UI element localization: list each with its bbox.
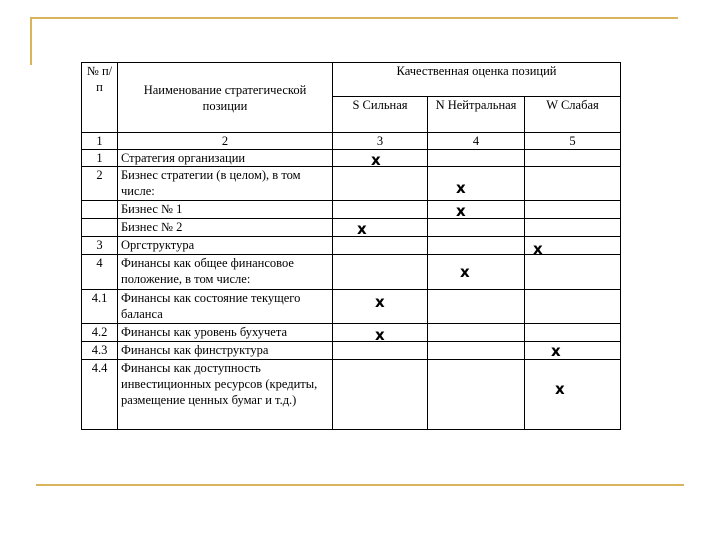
rating-cell-s: [333, 167, 428, 201]
row-number: 4: [82, 255, 118, 290]
table-row: [82, 237, 621, 255]
header-s: S Сильная: [333, 97, 428, 133]
rating-cell-n: [428, 237, 525, 255]
row-position-name: Финансы как состояние текущего баланса: [118, 290, 333, 324]
table-row: [82, 342, 621, 360]
rating-cell-s: [333, 342, 428, 360]
col-number: 4: [428, 133, 525, 150]
col-number: 5: [525, 133, 621, 150]
rating-cell-n: [428, 342, 525, 360]
row-number: 2: [82, 167, 118, 201]
table-row: [82, 219, 621, 237]
table-row: [82, 167, 621, 201]
header-n: N Нейтральная: [428, 97, 525, 133]
table-row: [82, 290, 621, 324]
col-number: 3: [333, 133, 428, 150]
rating-cell-n: [428, 150, 525, 167]
rating-cell-n: [428, 290, 525, 324]
rating-cell-n: [428, 360, 525, 430]
row-number: 3: [82, 237, 118, 255]
x-mark-icon: x: [555, 380, 565, 398]
rating-cell-w: [525, 342, 621, 360]
x-mark-icon: x: [456, 202, 466, 220]
rating-cell-s: [333, 219, 428, 237]
header-w: W Слабая: [525, 97, 621, 133]
header-num: № п/п: [82, 63, 118, 133]
rating-cell-s: [333, 324, 428, 342]
rating-cell-w: [525, 219, 621, 237]
row-position-name: Финансы как уровень бухучета: [118, 324, 333, 342]
rating-cell-w: [525, 167, 621, 201]
header-row-1: [82, 63, 621, 97]
table-row: [82, 360, 621, 430]
rating-cell-n: [428, 324, 525, 342]
row-number: 4.4: [82, 360, 118, 430]
x-mark-icon: x: [456, 179, 466, 197]
header-quality: Качественная оценка позиций: [333, 63, 621, 97]
rating-cell-n: [428, 255, 525, 290]
row-position-name: Финансы как общее финансовое положение, в том числе:: [118, 255, 333, 290]
table-row: [82, 201, 621, 219]
rating-cell-w: [525, 237, 621, 258]
row-number: 1: [82, 150, 118, 167]
table-row: [82, 255, 621, 290]
x-mark-icon: x: [357, 220, 367, 238]
x-mark-icon: x: [371, 151, 381, 169]
rating-cell-s: [333, 150, 428, 167]
row-number: [82, 219, 118, 237]
x-mark-icon: x: [375, 326, 385, 344]
x-mark-icon: x: [375, 293, 385, 311]
row-position-name: Стратегия организации: [118, 150, 333, 167]
rating-cell-s: [333, 290, 428, 324]
row-number: 4.1: [82, 290, 118, 324]
row-position-name: Оргструктура: [118, 237, 333, 255]
row-position-name: Финансы как доступность инвестиционных ресурсов (кредиты, размещение ценных бумаг и т.д.): [118, 360, 333, 430]
rating-cell-n: [428, 219, 525, 237]
rating-cell-s: [333, 237, 428, 255]
table-row: [82, 150, 621, 167]
x-mark-icon: x: [551, 342, 561, 360]
rating-cell-n: [428, 167, 525, 201]
frame-line-top: [30, 17, 678, 19]
frame-line-bottom: [36, 484, 684, 486]
rating-cell-w: [525, 201, 621, 219]
row-number: 4.3: [82, 342, 118, 360]
col-number: 2: [118, 133, 333, 150]
rating-cell-w: [525, 324, 621, 342]
row-number: [82, 201, 118, 219]
frame-line-left: [30, 17, 32, 65]
rating-cell-w: [525, 150, 621, 167]
row-position-name: Бизнес № 2: [118, 219, 333, 237]
row-position-name: Финансы как финструктура: [118, 342, 333, 360]
column-numbers-row: [82, 133, 621, 150]
table-row: [82, 324, 621, 342]
row-position-name: Бизнес № 1: [118, 201, 333, 219]
x-mark-icon: x: [460, 263, 470, 281]
rating-cell-s: [333, 201, 428, 219]
rating-cell-w: [525, 360, 621, 430]
rating-cell-n: [428, 201, 525, 219]
rating-cell-w: [525, 255, 621, 290]
header-name: Наименование стратегической позиции: [118, 63, 333, 133]
rating-cell-s: [333, 360, 428, 430]
row-number: 4.2: [82, 324, 118, 342]
strategic-positions-table: [81, 62, 621, 430]
rating-cell-w: [525, 290, 621, 324]
row-position-name: Бизнес стратегии (в целом), в том числе:: [118, 167, 333, 201]
x-mark-icon: x: [533, 240, 543, 258]
rating-cell-s: [333, 255, 428, 290]
col-number: 1: [82, 133, 118, 150]
